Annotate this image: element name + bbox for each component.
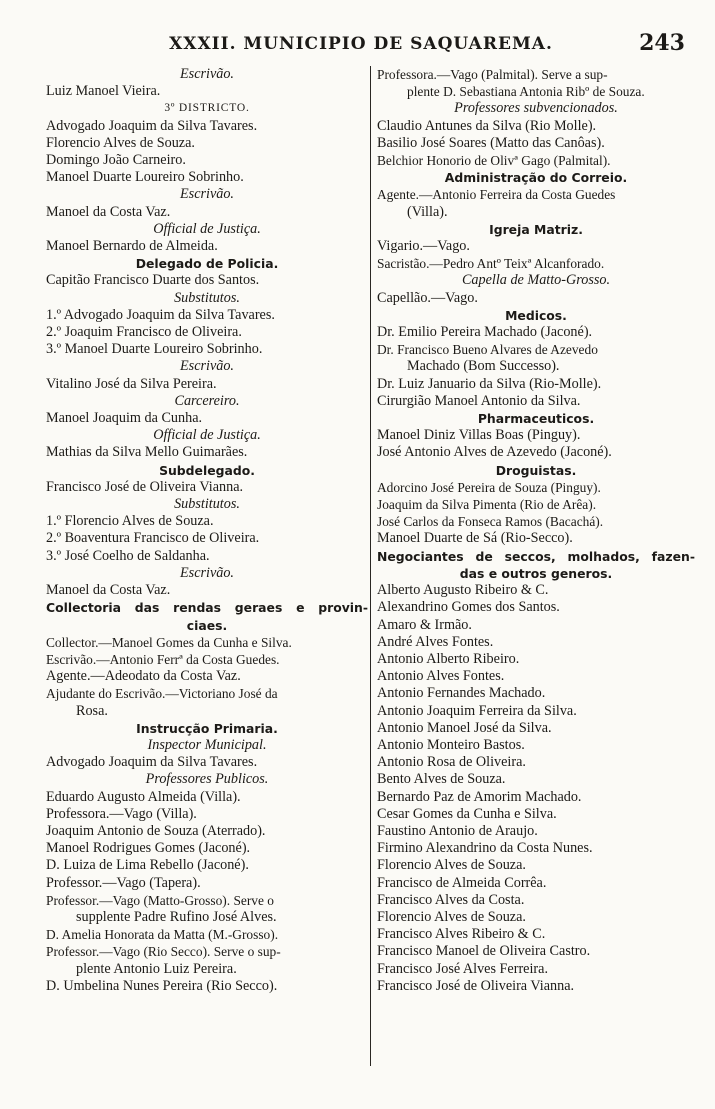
page-title: XXXII. MUNICIPIO DE SAQUAREMA. — [169, 34, 553, 54]
entry-line: Joaquim da Silva Pimenta (Rio de Arêa). — [377, 497, 597, 513]
entry-line: Firmino Alexandrino da Costa Nunes. — [377, 840, 593, 857]
entry-line: Manoel da Costa Vaz. — [46, 203, 171, 220]
entry-line: Manoel Duarte de Sá (Rio-Secco). — [377, 530, 573, 547]
entry-line: D. Umbelina Nunes Pereira (Rio Secco). — [46, 977, 278, 994]
entry-line: Capellão.—Vago. — [377, 289, 478, 306]
entry-line: Francisco Manoel de Oliveira Castro. — [377, 943, 591, 960]
entry-line: Manoel Diniz Villas Boas (Pinguy). — [377, 427, 581, 444]
entry-line: Collectoria das rendas geraes e provin- — [46, 600, 368, 616]
section-heading: Administração do Correio. — [444, 170, 628, 186]
entry-line: Mathias da Silva Mello Guimarães. — [46, 444, 248, 461]
section-heading: Professores subvencionados. — [454, 100, 618, 117]
page-number: 243 — [639, 30, 685, 56]
section-heading: Substitutos. — [174, 289, 240, 306]
section-heading: Capella de Matto-Grosso. — [461, 272, 611, 289]
entry-line: José Carlos da Fonseca Ramos (Bacachá). — [377, 514, 604, 530]
entry-line: Rosa. — [76, 702, 108, 719]
section-heading: 3º DISTRICTO. — [164, 102, 250, 115]
entry-line: D. Luiza de Lima Rebello (Jaconé). — [46, 857, 249, 874]
entry-line: Professora.—Vago (Villa). — [46, 805, 197, 822]
section-heading: Official de Justiça. — [153, 427, 261, 444]
entry-line: Adorcino José Pereira de Souza (Pinguy). — [377, 479, 601, 495]
entry-line: Professor.—Vago (Tapera). — [46, 874, 201, 891]
entry-line: Vitalino José da Silva Pereira. — [46, 375, 217, 392]
entry-line: Dr. Emilio Pereira Machado (Jaconé). — [377, 324, 593, 341]
entry-line: Machado (Bom Successo). — [407, 358, 560, 375]
entry-line: Antonio Alves Fontes. — [377, 668, 505, 685]
entry-line: Belchior Honorio de Olivª Gago (Palmital). — [377, 153, 611, 169]
entry-line: 3.º José Coelho de Saldanha. — [46, 547, 210, 564]
section-heading: ciaes. — [186, 617, 228, 633]
entry-line: Professora.—Vago (Palmital). Serve a sup- — [377, 67, 608, 82]
entry-line: Sacristão.—Pedro Antº Teixª Alcanforado. — [377, 256, 605, 272]
section-heading: Subdelegado. — [159, 462, 255, 478]
entry-line: Ajudante do Escrivão.—Victoriano José da — [46, 686, 278, 702]
entry-line: Agente.—Adeodato da Costa Vaz. — [46, 668, 241, 685]
entry-line: Antonio Monteiro Bastos. — [377, 736, 525, 753]
entry-line: Florencio Alves de Souza. — [377, 857, 526, 874]
entry-line: Antonio Rosa de Oliveira. — [377, 754, 526, 771]
section-heading: Delegado de Policia. — [135, 256, 279, 272]
section-heading: Carcereiro. — [174, 392, 240, 409]
entry-line: 3.º Manoel Duarte Loureiro Sobrinho. — [46, 341, 263, 358]
entry-line: D. Amelia Honorata da Matta (M.-Grosso). — [46, 927, 279, 943]
entry-line: 2.º Joaquim Francisco de Oliveira. — [46, 324, 242, 341]
entry-line: Antonio Alberto Ribeiro. — [377, 650, 520, 667]
entry-line: Advogado Joaquim da Silva Tavares. — [46, 754, 258, 771]
right-column — [370, 66, 695, 1066]
entry-line: Manoel Joaquim da Cunha. — [46, 410, 203, 427]
entry-line: Professor.—Vago (Rio Secco). Serve o sup- — [46, 944, 281, 960]
entry-line: Eduardo Augusto Almeida (Villa). — [46, 788, 241, 805]
section-heading: Pharmaceuticos. — [477, 411, 595, 427]
entry-line: Florencio Alves de Souza. — [377, 908, 526, 925]
entry-line: Francisco José de Oliveira Vianna. — [46, 478, 244, 495]
entry-line: Luiz Manoel Vieira. — [46, 83, 161, 100]
section-heading: Instrucção Primaria. — [136, 720, 278, 736]
entry-line: Faustino Antonio de Araujo. — [377, 822, 538, 839]
entry-line: Professor.—Vago (Matto-Grosso). Serve o — [46, 892, 274, 908]
page-header — [0, 30, 715, 62]
entry-line: Manoel Duarte Loureiro Sobrinho. — [46, 169, 244, 186]
entry-line: Cirurgião Manoel Antonio da Silva. — [377, 392, 581, 409]
entry-line: Francisco Alves Ribeiro & C. — [377, 926, 546, 943]
entry-line: Manoel da Costa Vaz. — [46, 582, 171, 599]
entry-line: Francisco Alves da Costa. — [377, 891, 525, 908]
section-heading: Substitutos. — [174, 496, 240, 513]
entry-line: Negociantes de seccos, molhados, fazen- — [377, 548, 695, 564]
entry-line: Manoel Rodrigues Gomes (Jaconé). — [46, 840, 251, 857]
entry-line: 2.º Boaventura Francisco de Oliveira. — [46, 530, 260, 547]
entry-line: Manoel Bernardo de Almeida. — [46, 238, 218, 255]
entry-line: Escrivão.—Antonio Ferrª da Costa Guedes. — [46, 651, 280, 667]
section-heading: Inspector Municipal. — [147, 736, 267, 753]
entry-line: 1.º Advogado Joaquim da Silva Tavares. — [46, 306, 275, 323]
entry-line: Basilio José Soares (Matto das Canôas). — [377, 134, 605, 151]
entry-line: Agente.—Antonio Ferreira da Costa Guedes — [377, 187, 616, 203]
entry-line: (Villa). — [407, 203, 448, 220]
entry-line: Antonio Fernandes Machado. — [377, 685, 546, 702]
section-heading: Escrivão. — [180, 66, 234, 82]
entry-line: André Alves Fontes. — [377, 633, 494, 650]
entry-line: Francisco de Almeida Corrêa. — [377, 874, 547, 891]
entry-line: Amaro & Irmão. — [377, 616, 472, 633]
entry-line: Claudio Antunes da Silva (Rio Molle). — [377, 117, 597, 134]
entry-line: Antonio Manoel José da Silva. — [377, 719, 552, 736]
entry-line: Joaquim Antonio de Souza (Aterrado). — [46, 822, 266, 839]
section-heading: Escrivão. — [180, 186, 234, 203]
entry-line: Cesar Gomes da Cunha e Silva. — [377, 805, 557, 822]
entry-line: Advogado Joaquim da Silva Tavares. — [46, 117, 258, 134]
section-heading: das e outros generos. — [459, 565, 613, 581]
section-heading: Professores Publicos. — [145, 771, 269, 788]
left-column — [46, 66, 368, 995]
entry-line: Alexandrino Gomes dos Santos. — [377, 599, 560, 616]
entry-line: Antonio Joaquim Ferreira da Silva. — [377, 702, 577, 719]
entry-line: plente D. Sebastiana Antonia Ribº de Souza. — [407, 84, 645, 100]
entry-line: Dr. Francisco Bueno Alvares de Azevedo — [377, 342, 598, 358]
entry-line: Francisco José de Oliveira Vianna. — [377, 977, 575, 994]
entry-line: plente Antonio Luiz Pereira. — [76, 960, 237, 977]
section-heading: Medicos. — [505, 307, 567, 323]
entry-line: Capitão Francisco Duarte dos Santos. — [46, 272, 260, 289]
entry-line: Alberto Augusto Ribeiro & C. — [377, 582, 549, 599]
entry-line: supplente Padre Rufino José Alves. — [76, 908, 277, 925]
section-heading: Igreja Matriz. — [489, 221, 583, 237]
entry-line: Bernardo Paz de Amorim Machado. — [377, 788, 582, 805]
entry-line: José Antonio Alves de Azevedo (Jaconé). — [377, 444, 612, 461]
entry-line: Florencio Alves de Souza. — [46, 134, 195, 151]
entry-line: Collector.—Manoel Gomes da Cunha e Silva. — [46, 634, 292, 650]
entry-line: Vigario.—Vago. — [377, 238, 470, 255]
entry-line: 1.º Florencio Alves de Souza. — [46, 513, 214, 530]
section-heading: Escrivão. — [180, 564, 234, 581]
section-heading: Escrivão. — [180, 358, 234, 375]
entry-line: Bento Alves de Souza. — [377, 771, 506, 788]
entry-line: Francisco José Alves Ferreira. — [377, 960, 548, 977]
section-heading: Droguistas. — [495, 462, 577, 478]
section-heading: Official de Justiça. — [153, 220, 261, 237]
entry-line: Domingo João Carneiro. — [46, 152, 186, 169]
entry-line: Dr. Luiz Januario da Silva (Rio-Molle). — [377, 375, 602, 392]
